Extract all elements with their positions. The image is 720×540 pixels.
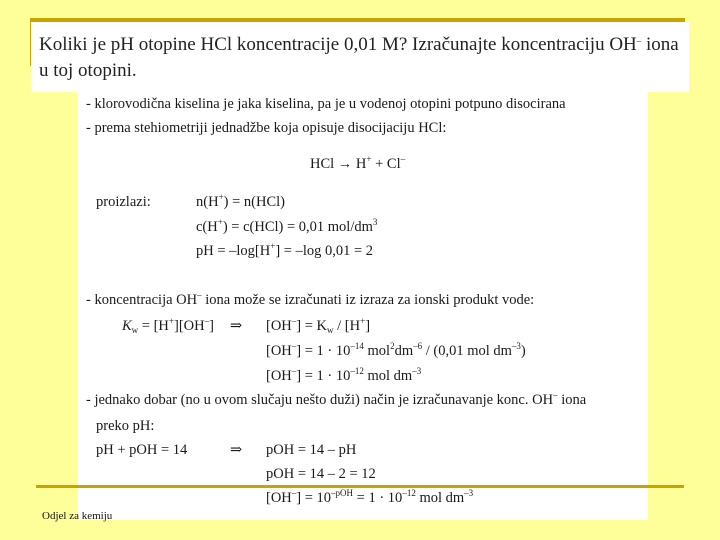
implies-arrow-2: ⇒: [230, 442, 243, 458]
title-box: [31, 22, 689, 92]
text-line-3: - koncentracija OH– iona može se izračunati iz izraza za ionski produkt vode:: [86, 290, 535, 308]
dissociation-equation: HCl → H+ + Cl–: [310, 154, 406, 172]
preko-ph-label: preko pH:: [96, 418, 155, 434]
oh-result-3: $[OH^-] = 1 \cdot 10^{-12}$ mol $dm^{-3}$: [266, 366, 422, 384]
proizlazi-label: proizlazi:: [96, 194, 151, 210]
poh-line-2: pOH = 14 – 2 = 12: [266, 466, 376, 482]
amount-equation: n(H+) = n(HCl): [196, 192, 285, 210]
kw-expression: $K_w = [H^+][OH^-]$: [122, 316, 214, 335]
ph-poh-sum: pH + pOH = 14: [96, 442, 188, 458]
oh-final: $[OH^-] = 10^{-pOH} = 1 \cdot 10^{-12}$ mol $dm^{-3}$: [266, 488, 474, 506]
ph-equation: pH = –log[H+] = –log 0,01 = 2: [196, 241, 374, 259]
bottom-rule: [36, 485, 684, 488]
implies-arrow: ⇒: [230, 318, 243, 334]
concentration-equation: c(H+) = c(HCl) = 0,01 mol/$dm^3$: [196, 217, 378, 235]
slide-title: Koliki je pH otopine HCl koncentracije 0,01 M? Izračunajte koncentraciju OH– iona u toj otopini.: [39, 34, 679, 81]
text-line-1: - klorovodična kiselina je jaka kiselina, pa je u vodenoj otopini potpuno disocirana: [86, 96, 566, 112]
footer-text: Odjel za kemiju: [42, 510, 113, 522]
text-line-2: - prema stehiometriji jednadžbe koja opisuje disocijaciju HCl:: [86, 120, 447, 136]
text-line-4: - jednako dobar (no u ovom slučaju nešto duži) način je izračunavanje konc. OH– iona: [86, 390, 587, 408]
oh-result-2: $[OH^-] = 1 \cdot 10^{-14}$ $mol^2dm^{-6} / (0,01$ mol $dm^{-3}$): [266, 341, 526, 359]
oh-result-1: $[OH^-] = K_w / [H^+]$: [266, 316, 371, 335]
solution-content: [78, 92, 648, 520]
poh-line-1: pOH = 14 – pH: [266, 442, 357, 458]
